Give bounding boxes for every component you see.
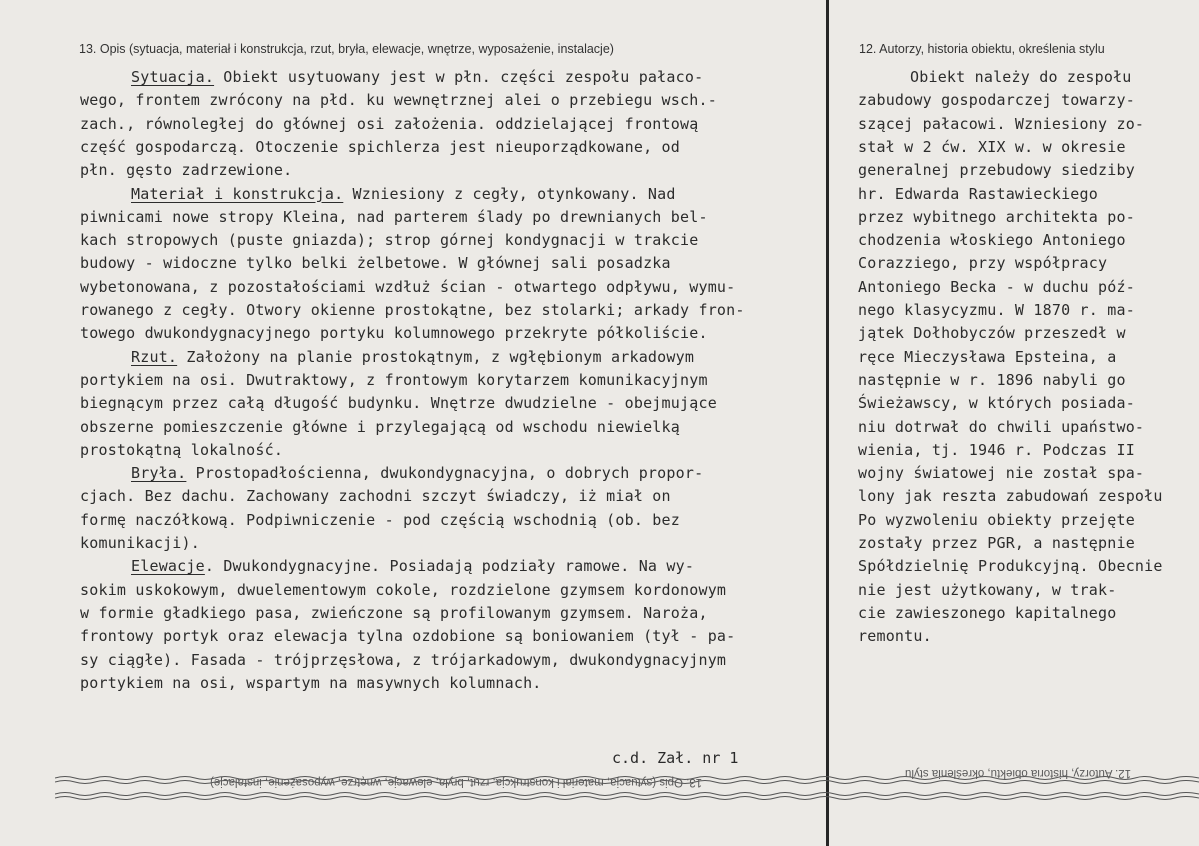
description-line bbox=[80, 674, 542, 692]
history-line: następnie w r. 1896 nabyli go bbox=[858, 370, 1126, 389]
right-column-header: 12. Autorzy, historia obiektu, określenia stylu bbox=[859, 42, 1105, 56]
description-text: komunikacji). bbox=[80, 534, 200, 552]
history-line: zabudowy gospodarczej towarzy- bbox=[858, 91, 1135, 110]
description-text: sokim uskokowym, dwuelementowym cokole, rozdzielone gzymsem kordonowym bbox=[80, 580, 727, 599]
description-line bbox=[131, 464, 703, 482]
description-line bbox=[80, 604, 708, 622]
description-text: część gospodarczą. Otoczenie spichlerza jest nieuporządkowane, od bbox=[80, 137, 680, 156]
description-line bbox=[80, 394, 717, 412]
description-line bbox=[80, 627, 735, 645]
description-text: płn. gęsto zadrzewione. bbox=[80, 161, 293, 180]
section-heading: Sytuacja. bbox=[131, 68, 215, 86]
description-text: wego, frontem zwrócony na płd. ku wewnętrznej alei o przebiegu wsch.- bbox=[80, 91, 717, 110]
history-line: nego klasycyzmu. W 1870 r. ma- bbox=[858, 301, 1135, 319]
history-line: Spółdzielnię Produkcyjną. Obecnie bbox=[858, 557, 1163, 576]
description-text: sy ciągłe). Fasada - trójprzęsłowa, z trójarkadowym, dwukondygnacyjnym bbox=[80, 650, 727, 669]
description-text: Założony na planie prostokątnym, z wgłębionym arkadowym bbox=[177, 347, 695, 366]
description-line bbox=[80, 581, 726, 599]
history-line: Corazziego, przy współpracy bbox=[858, 254, 1108, 273]
description-text: biegnącym przez całą długość budynku. Wnętrze dwudzielne - obejmujące bbox=[80, 394, 717, 413]
description-line bbox=[131, 185, 676, 203]
description-text: frontowy portyk oraz elewacja tylna ozdobione są boniowaniem (tył - pa- bbox=[80, 627, 736, 646]
description-text: wybetonowana, z pozostałościami wzdłuż ścian - otwartego odpływu, wymu- bbox=[80, 277, 736, 296]
description-line bbox=[131, 557, 694, 575]
description-line bbox=[80, 487, 671, 505]
history-line: cie zawieszonego kapitalnego bbox=[858, 603, 1117, 622]
description-text: . Dwukondygnacyjne. Posiadają podziały ramowe. Na wy- bbox=[204, 557, 695, 576]
description-line bbox=[80, 371, 708, 389]
description-text: Prostopadłościenna, dwukondygnacyjna, o dobrych propor- bbox=[186, 464, 704, 483]
description-line bbox=[80, 651, 726, 669]
history-line: Antoniego Becka - w duchu póź- bbox=[858, 277, 1135, 296]
history-line: Obiekt należy do zespołu bbox=[910, 68, 1132, 86]
section-heading: Bryła. bbox=[131, 464, 187, 483]
history-line: Świeżawscy, w których posiada- bbox=[858, 394, 1135, 413]
history-line: zostały przez PGR, a następnie bbox=[858, 534, 1135, 552]
description-line bbox=[80, 324, 708, 342]
description-text: cjach. Bez dachu. Zachowany zachodni szczyt świadczy, iż miał on bbox=[80, 487, 671, 506]
mirrored-right-header: 12. Autorzy, historia obiektu, określenia stylu bbox=[905, 767, 1132, 779]
history-line: remontu. bbox=[858, 627, 932, 646]
description-line bbox=[80, 278, 735, 296]
description-line bbox=[80, 115, 698, 133]
history-line: Po wyzwoleniu obiekty przejęte bbox=[858, 510, 1135, 529]
history-line: przez wybitnego architekta po- bbox=[858, 207, 1135, 226]
description-text: portykiem na osi, wspartym na masywnych kolumnach. bbox=[80, 673, 542, 692]
section-heading: Materiał i konstrukcja. bbox=[131, 184, 344, 203]
history-line: wojny światowej nie został spa- bbox=[858, 464, 1145, 483]
description-line bbox=[80, 208, 708, 226]
description-text: Wzniesiony z cegły, otynkowany. Nad bbox=[343, 184, 676, 203]
history-line: stał w 2 ćw. XIX w. w okresie bbox=[858, 137, 1126, 156]
description-line bbox=[80, 418, 680, 436]
section-heading: Elewacje bbox=[131, 557, 205, 576]
description-text: zach., równoległej do głównej osi założenia. oddzielającej frontową bbox=[80, 114, 699, 133]
continuation-note: c.d. Zał. nr 1 bbox=[612, 749, 739, 767]
description-line bbox=[80, 301, 745, 319]
description-line bbox=[131, 348, 694, 366]
description-text: piwnicami nowe stropy Kleina, nad parterem ślady po drewnianych bel- bbox=[80, 207, 708, 226]
section-heading: Rzut. bbox=[131, 347, 178, 366]
description-line bbox=[80, 138, 680, 156]
description-text: prostokątną lokalność. bbox=[80, 440, 284, 459]
description-line bbox=[80, 161, 292, 179]
column-divider bbox=[826, 0, 829, 846]
description-line bbox=[80, 254, 671, 272]
history-line: lony jak reszta zabudowań zespołu bbox=[858, 487, 1163, 506]
description-line bbox=[131, 68, 703, 86]
history-line: generalnej przebudowy siedziby bbox=[858, 161, 1135, 180]
history-line: szącej pałacowi. Wzniesiony zo- bbox=[858, 114, 1145, 133]
description-text: Obiekt usytuowany jest w płn. części zespołu pałaco- bbox=[214, 68, 704, 86]
history-line: chodzenia włoskiego Antoniego bbox=[858, 231, 1126, 250]
description-line bbox=[80, 91, 717, 109]
history-line: hr. Edwarda Rastawieckiego bbox=[858, 184, 1098, 203]
description-text: rowanego z cegły. Otwory okienne prostokątne, bez stolarki; arkady fron- bbox=[80, 301, 745, 319]
description-text: formę naczółkową. Podpiwniczenie - pod częścią wschodnią (ob. bez bbox=[80, 510, 680, 529]
description-text: budowy - widoczne tylko belki żelbetowe. W głównej sali posadzka bbox=[80, 254, 671, 273]
history-line: nie jest użytkowany, w trak- bbox=[858, 580, 1117, 599]
history-line: niu dotrwał do chwili upaństwo- bbox=[858, 417, 1145, 436]
description-text: portykiem na osi. Dwutraktowy, z frontowym korytarzem komunikacyjnym bbox=[80, 370, 708, 389]
description-text: w formie gładkiego pasa, zwieńczone są profilowanym gzymsem. Naroża, bbox=[80, 603, 708, 622]
description-text: kach stropowych (puste gniazda); strop górnej kondygnacji w trakcie bbox=[80, 231, 699, 250]
description-text: obszerne pomieszczenie główne i przylegającą od wschodu niewielką bbox=[80, 417, 680, 436]
description-line bbox=[80, 511, 680, 529]
history-line: ręce Mieczysława Epsteina, a bbox=[858, 347, 1117, 366]
mirrored-left-header: 13. Opis (sytuacja, materiał i konstrukcja, rzut, bryła, elewacje, wnętrze, wyposażenie, instalacje) bbox=[210, 776, 703, 788]
history-line: jątek Dołhobyczów przeszedł w bbox=[858, 324, 1126, 343]
left-column-header: 13. Opis (sytuacja, materiał i konstrukcja, rzut, bryła, elewacje, wnętrze, wyposażenie, instalacje) bbox=[79, 42, 614, 56]
history-line: wienia, tj. 1946 r. Podczas II bbox=[858, 440, 1135, 459]
description-line bbox=[80, 534, 200, 552]
description-text: towego dwukondygnacyjnego portyku kolumnowego przekryte półkoliście. bbox=[80, 324, 708, 343]
description-line bbox=[80, 441, 283, 459]
description-line bbox=[80, 231, 698, 249]
